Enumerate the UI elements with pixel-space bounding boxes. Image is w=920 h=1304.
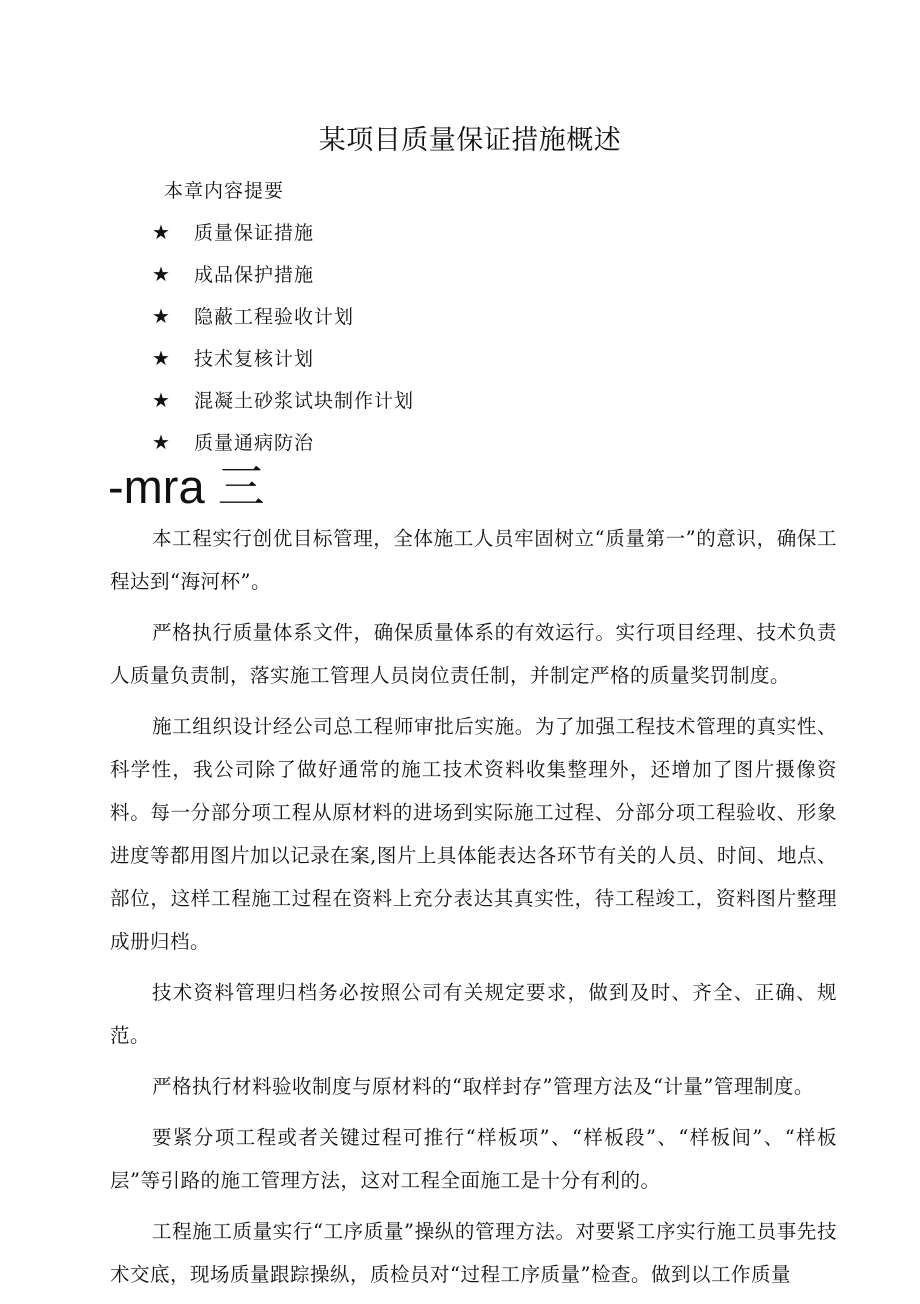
bullet-text: 成品保护措施 (194, 264, 315, 286)
paragraph: 本工程实行创优目标管理，全体施工人员牢固树立“质量第一”的意识，确保工程达到“海河杯”。 (110, 527, 837, 593)
list-item (152, 386, 414, 428)
star-icon: ★ (152, 220, 171, 244)
paragraph: 严格执行质量体系文件，确保质量体系的有效运行。实行项目经理、技术负责人质量负责制，落实施工管理人员岗位责任制，并制定严格的质量奖罚制度。 (110, 621, 837, 687)
list-item (152, 260, 414, 302)
garbled-heading: -mra 三 (108, 460, 265, 513)
document-title: 某项目质量保证措施概述 (318, 125, 622, 156)
paragraph: 要紧分项工程或者关键过程可推行“样板项”、“样板段”、“样板间”、“样板层”等引路的施工管理方法，这对工程全面施工是十分有利的。 (110, 1126, 837, 1192)
star-icon: ★ (152, 304, 171, 328)
bullet-text: 隐蔽工程验收计划 (194, 306, 355, 328)
bullet-text: 质量保证措施 (194, 222, 315, 244)
star-icon: ★ (152, 262, 171, 286)
list-item (152, 302, 414, 344)
list-item (152, 218, 414, 260)
summary-bullet-list (152, 218, 414, 470)
list-item (152, 344, 414, 386)
chapter-summary-heading: 本章内容提要 (164, 180, 285, 202)
star-icon: ★ (152, 346, 171, 370)
bullet-text: 技术复核计划 (194, 348, 315, 370)
bullet-text: 混凝土砂浆试块制作计划 (194, 390, 415, 412)
body-text (110, 517, 837, 1304)
star-icon: ★ (152, 430, 171, 454)
paragraph: 技术资料管理归档务必按照公司有关规定要求，做到及时、齐全、正确、规范。 (110, 981, 837, 1047)
bullet-text: 质量通病防治 (194, 432, 315, 454)
paragraph: 施工组织设计经公司总工程师审批后实施。为了加强工程技术管理的真实性、科学性，我公司除了做好通常的施工技术资料收集整理外，还增加了图片摄像资料。每一分部分项工程从原材料的进场到实际施工过程、分部分项工程验收、形象进度等都用图片加以记录在案,图片上具体能表达各环节有关的人员、时间、地点、部位，这样工程施工过程在资料上充分表达其真实性，待工程竣工，资料图片整理成册归档。 (110, 715, 837, 953)
star-icon: ★ (152, 388, 171, 412)
paragraph: 严格执行材料验收制度与原材料的“取样封存”管理方法及“计量”管理制度。 (152, 1075, 814, 1098)
paragraph: 工程施工质量实行“工序质量”操纵的管理方法。对要紧工序实行施工员事先技术交底，现场质量跟踪操纵，质检员对“过程工序质量”检查。做到以工作质量 (110, 1220, 837, 1286)
